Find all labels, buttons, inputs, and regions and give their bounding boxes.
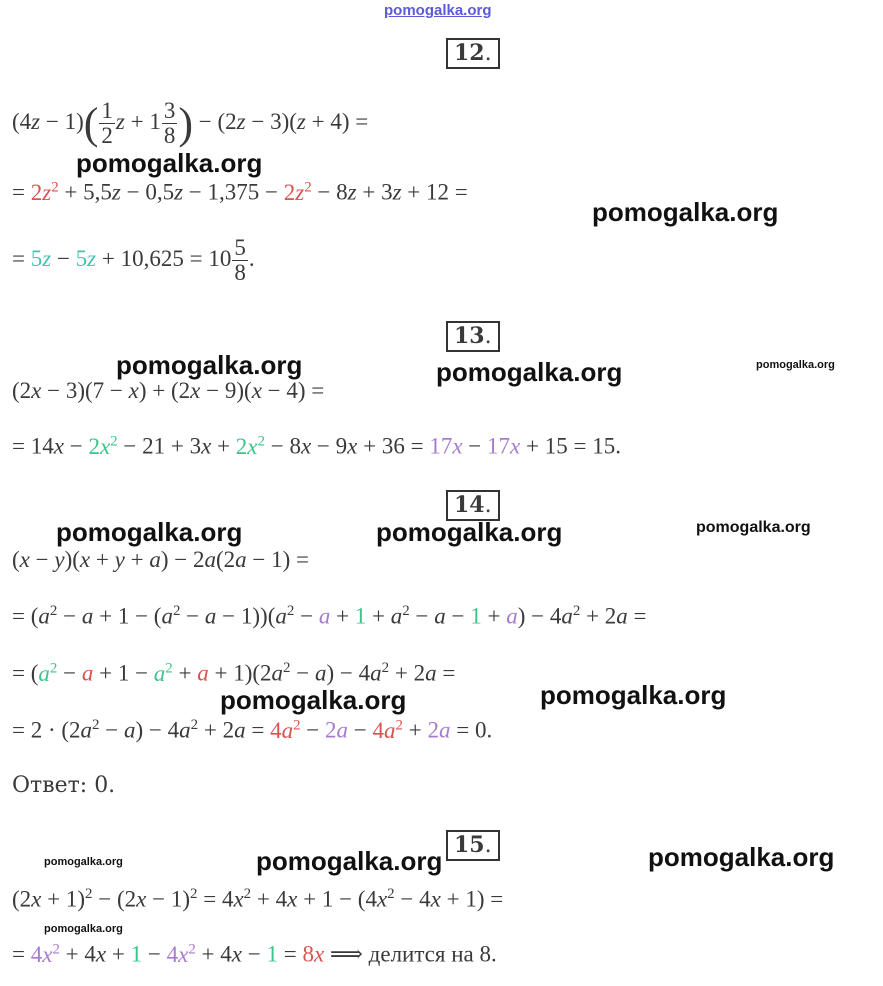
watermark: pomogalka.org xyxy=(76,148,263,178)
watermark-small: pomogalka.org xyxy=(44,856,123,868)
p14-line-3: = $(a^2 - a + 1 - a^2 + a + 1)(2a^2 - a) - 4a^2 + 2a$ = xyxy=(12,660,456,686)
p15-line-2: = $4x^2 + 4x + 1 - 4x^2 + 4x - 1 = 8x$ ⟹ делится на 8. xyxy=(12,941,497,967)
answer-14: Ответ: 0. xyxy=(12,773,116,798)
problem-number-14-text: 14 xyxy=(454,492,485,518)
p15-conclusion: делится на 8. xyxy=(368,941,497,967)
problem-number-15-dot: . xyxy=(484,833,492,858)
watermark: pomogalka.org xyxy=(436,357,623,387)
problem-number-12 xyxy=(446,38,500,69)
watermark-small: pomogalka.org xyxy=(44,923,123,935)
problem-number-14-dot: . xyxy=(484,493,492,518)
p12-line-2: = $2z^2 + 5,5z - 0,5z - 1,375 - 2z^2 - 8z + 3z + 12$ = xyxy=(12,179,468,205)
watermark-medium: pomogalka.org xyxy=(696,519,811,536)
p13-line-1: (2x − 3)(7 − x) + (2x − 9)(x − 4) = xyxy=(12,378,325,403)
watermark-small: pomogalka.org xyxy=(756,359,835,371)
problem-number-12-dot: . xyxy=(484,41,492,66)
watermark: pomogalka.org xyxy=(220,685,407,715)
p15-line-1: $(2x + 1)^2 - (2x - 1)^2 = 4x^2 + 4x + 1 - (4x^2 - 4x + 1)$ = xyxy=(12,886,504,912)
p12-line-1: (4z − 1)( $\frac{1}{2}$ z + 1 $\frac{3}{8}$ ) − (2z − 3)(z + 4) = xyxy=(12,97,369,148)
watermark: pomogalka.org xyxy=(592,197,779,227)
problem-number-12-text: 12 xyxy=(454,40,485,66)
problem-number-13-text: 13 xyxy=(454,323,485,349)
p14-line-2: = $(a^2 - a + 1 - (a^2 - a - 1))(a^2 - a + 1 + a^2 - a - 1 + a) - 4a^2 + 2a$ = xyxy=(12,603,647,629)
watermark: pomogalka.org xyxy=(116,350,303,380)
watermark: pomogalka.org xyxy=(56,517,243,547)
watermark: pomogalka.org xyxy=(648,842,835,872)
watermark: pomogalka.org xyxy=(376,517,563,547)
problem-number-15-text: 15 xyxy=(454,832,485,858)
p14-line-4: = $2 \cdot (2a^2 - a) - 4a^2 + 2a = 4a^2 - 2a - 4a^2 + 2a = 0$. xyxy=(12,717,493,743)
p13-line-2: = $14x - 2x^2 - 21 + 3x + 2x^2 - 8x - 9x + 36 = 17x - 17x + 15 = 15$. xyxy=(12,433,621,459)
watermark: pomogalka.org xyxy=(540,680,727,710)
problem-number-13 xyxy=(446,321,500,352)
p14-line-1: (x − y)(x + y + a) − 2a(2a − 1) = xyxy=(12,547,309,572)
problem-number-13-dot: . xyxy=(484,324,492,349)
problem-number-15 xyxy=(446,830,500,861)
watermark-top[interactable]: pomogalka.org xyxy=(384,2,492,19)
p12-line-3: = 5z − 5z + 10,625 = 10 $\frac{5}{8}$ . xyxy=(12,235,255,286)
watermark: pomogalka.org xyxy=(256,846,443,876)
